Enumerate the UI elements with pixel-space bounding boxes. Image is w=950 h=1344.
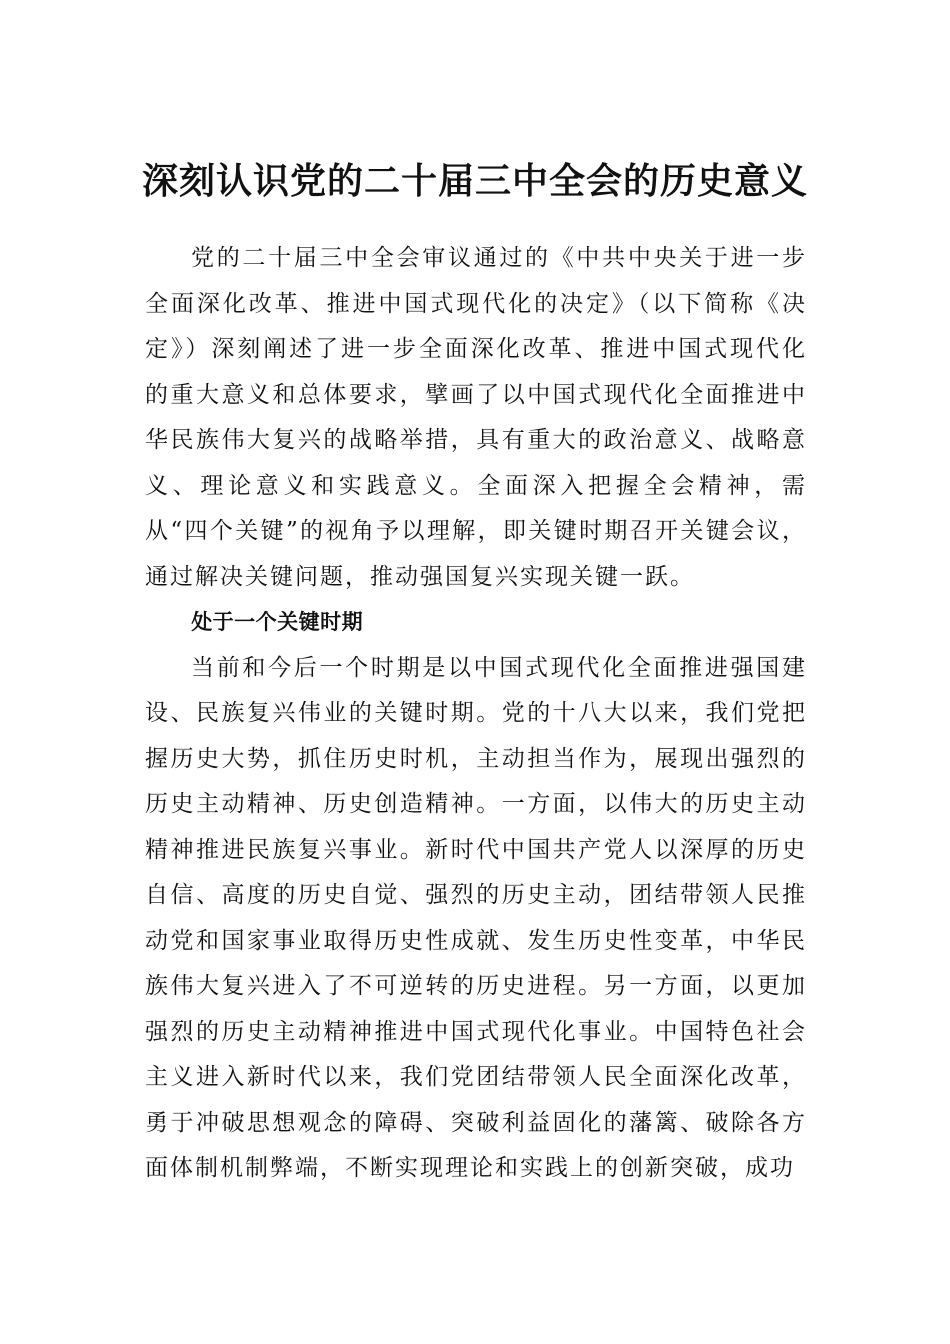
intro-paragraph: 党的二十届三中全会审议通过的《中共中央关于进一步全面深化改革、推进中国式现代化的决定》（以下简称《决定》）深刻阐述了进一步全面深化改革、推进中国式现代化的重大意义和总体要求，擘画了以中国式现代化全面推进中华民族伟大复兴的战略举措，具有重大的政治意义、战略意义、理论意义和实践意义。全面深入把握全会精神，需从“四个关键”的视角予以理解，即关键时期召开关键会议，通过解决关键问题，推动强国复兴实现关键一跃。 bbox=[145, 245, 807, 590]
document-title: 深刻认识党的二十届三中全会的历史意义 bbox=[141, 160, 808, 202]
section-heading: 处于一个关键时期 bbox=[191, 610, 364, 634]
section-paragraph: 当前和今后一个时期是以中国式现代化全面推进强国建设、民族复兴伟业的关键时期。党的十八大以来，我们党把握历史大势，抓住历史时机，主动担当作为，展现出强烈的历史主动精神、历史创造精神。一方面，以伟大的历史主动精神推进民族复兴事业。新时代中国共产党人以深厚的历史自信、高度的历史自觉、强烈的历史主动，团结带领人民推动党和国家事业取得历史性成就、发生历史性变革，中华民族伟大复兴进入了不可逆转的历史进程。另一方面，以更加强烈的历史主动精神推进中国式现代化事业。中国特色社会主义进入新时代以来，我们党团结带领人民全面深化改革，勇于冲破思想观念的障碍、突破利益固化的藩篱、破除各方面体制机制弊端，不断实现理论和实践上的创新突破，成功 bbox=[145, 654, 807, 1181]
document-body bbox=[145, 236, 807, 1192]
